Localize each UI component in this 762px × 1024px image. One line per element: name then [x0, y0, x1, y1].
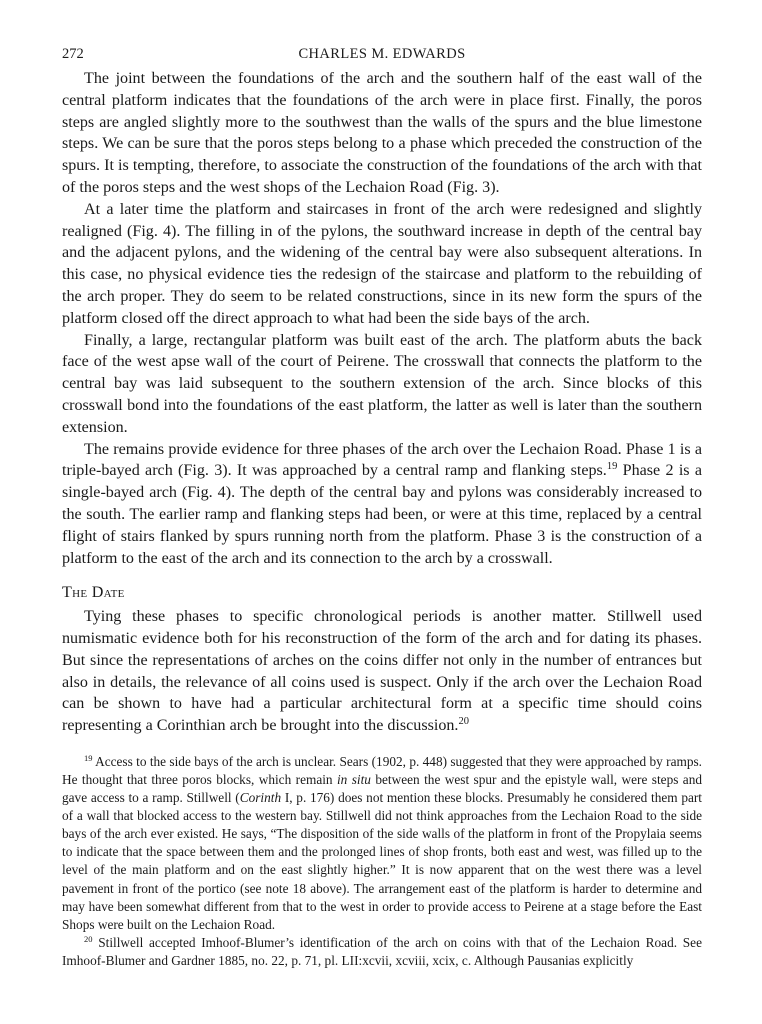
section-heading: The Date [62, 584, 125, 602]
paragraph-4 [62, 439, 702, 570]
paragraph-1: The joint between the foundations of the arch and the southern half of the east wall of the central platform indicates that the foundations of the arch were in place first. Finally, the poros steps are angled slightly more to the southwest than the walls of the spurs and the blue limestone steps. We can be sure that the poros steps belong to a phase which preceded the construction of the spurs. It is tempting, therefore, to associate the construction of the foundations of the arch with that of the poros steps and the west shops of the Lechaion Road (Fig. 3). [62, 70, 702, 196]
paragraph-3: Finally, a large, rectangular platform was built east of the arch. The platform abuts the back face of the west apse wall of the court of Peirene. The crosswall that connects the platform to the central bay was laid subsequent to the southern extension of the arch. Since blocks of this crosswall bond into the foundations of the east platform, the latter as well is later than the southern extension. [62, 331, 702, 436]
footnote-19 [62, 753, 702, 934]
paragraph-5 [62, 606, 702, 737]
footnote-number-20: 20 [84, 933, 93, 944]
paragraph-4-text-a: The remains provide evidence for three phases of the arch over the Lechaion Road. Phase 1 is a triple-bayed arch (Fig. 3). It was approached by a central ramp and flanking steps. [62, 440, 702, 480]
running-head [62, 46, 702, 68]
footnote-ref-19[interactable]: 19 [606, 461, 618, 473]
body-text [62, 68, 702, 737]
paragraph-2: At a later time the platform and staircases in front of the arch were redesigned and slightly realigned (Fig. 4). The filling in of the pylons, the southward increase in depth of the central bay and the adjacent pylons, and the widening of the central bay were also subsequent alterations. In this case, no physical evidence ties the redesign of the staircase and platform to the rebuilding of the arch proper. They do seem to be related constructions, since in its new form the spurs of the platform closed off the direct approach to what had been the side bays of the arch. [62, 200, 702, 327]
paragraph-5-text: Tying these phases to specific chronological periods is another matter. Stillwell used numismatic evidence both for his reconstruction of the form of the arch and for dating its phases. But since the representations of arches on the coins differ not only in the number of entrances but also in details, the relevance of all coins used is suspect. Only if the arch over the Lechaion Road can be shown to have had a particular architectural form at a specific time should coins representing a Corinthian arch be brought into the discussion. [62, 608, 702, 735]
page [62, 46, 702, 970]
running-title: CHARLES M. EDWARDS [298, 46, 466, 62]
footnote-19-text-a: Access to the side bays of the arch is unclear. Sears (1902, p. 448) suggested that they were approached by ramps. He thought that three poros blocks, which remain [62, 753, 702, 787]
page-number: 272 [62, 46, 84, 62]
footnote-ref-20[interactable]: 20 [458, 716, 469, 728]
footnote-19-italic-corinth: Corinth [239, 790, 282, 806]
footnote-19-text-b: between the west spur and the epistyle wall, were steps and gave access to a ramp. Stillwell ( [62, 772, 703, 806]
paragraph-4-text-b: Phase 2 is a single-bayed arch (Fig. 4). The depth of the central bay and pylons was considerably increased to the south. The earlier ramp and flanking steps had been, or were at this time, replaced by a central flight of stairs flanked by spurs running north from the platform. Phase 3 is the construction of a platform to the east of the arch and its connection to the arch by a crosswall. [62, 462, 702, 567]
footnotes [62, 753, 702, 970]
footnote-20 [62, 934, 702, 970]
footnote-number-19: 19 [84, 752, 93, 763]
footnote-19-text-c: I, p. 176) does not mention these blocks. Presumably he considered them part of a wall that blocked access to the western bay. Stillwell did not think approaches from the Lechaion Road to the side bays of the arch ever existed. He says, “The disposition of the side walls of the platform in front of the Propylaia seems to indicate that the space between them and the prolonged lines of shop fronts, both east and west, was filled up to the level of the main platform and on the east slightly higher.” It is now apparent that on the west there was a level pavement in front of the portico (see note 18 above). The arrangement east of the platform is harder to determine and may have been somewhat different from that to the west in order to provide access to Peirene at a stage before the East Shops were built on the Lechaion Road. [62, 790, 702, 932]
footnote-19-italic-in-situ: in situ [336, 772, 371, 787]
footnote-20-text: Stillwell accepted Imhoof-Blumer’s identification of the arch on coins with that of the Lechaion Road. See Imhoof-Blumer and Gardner 1885, no. 22, p. 71, pl. LII:xcvii, xcviii, xcix, c. Although Pausanias explicitly [62, 934, 702, 968]
